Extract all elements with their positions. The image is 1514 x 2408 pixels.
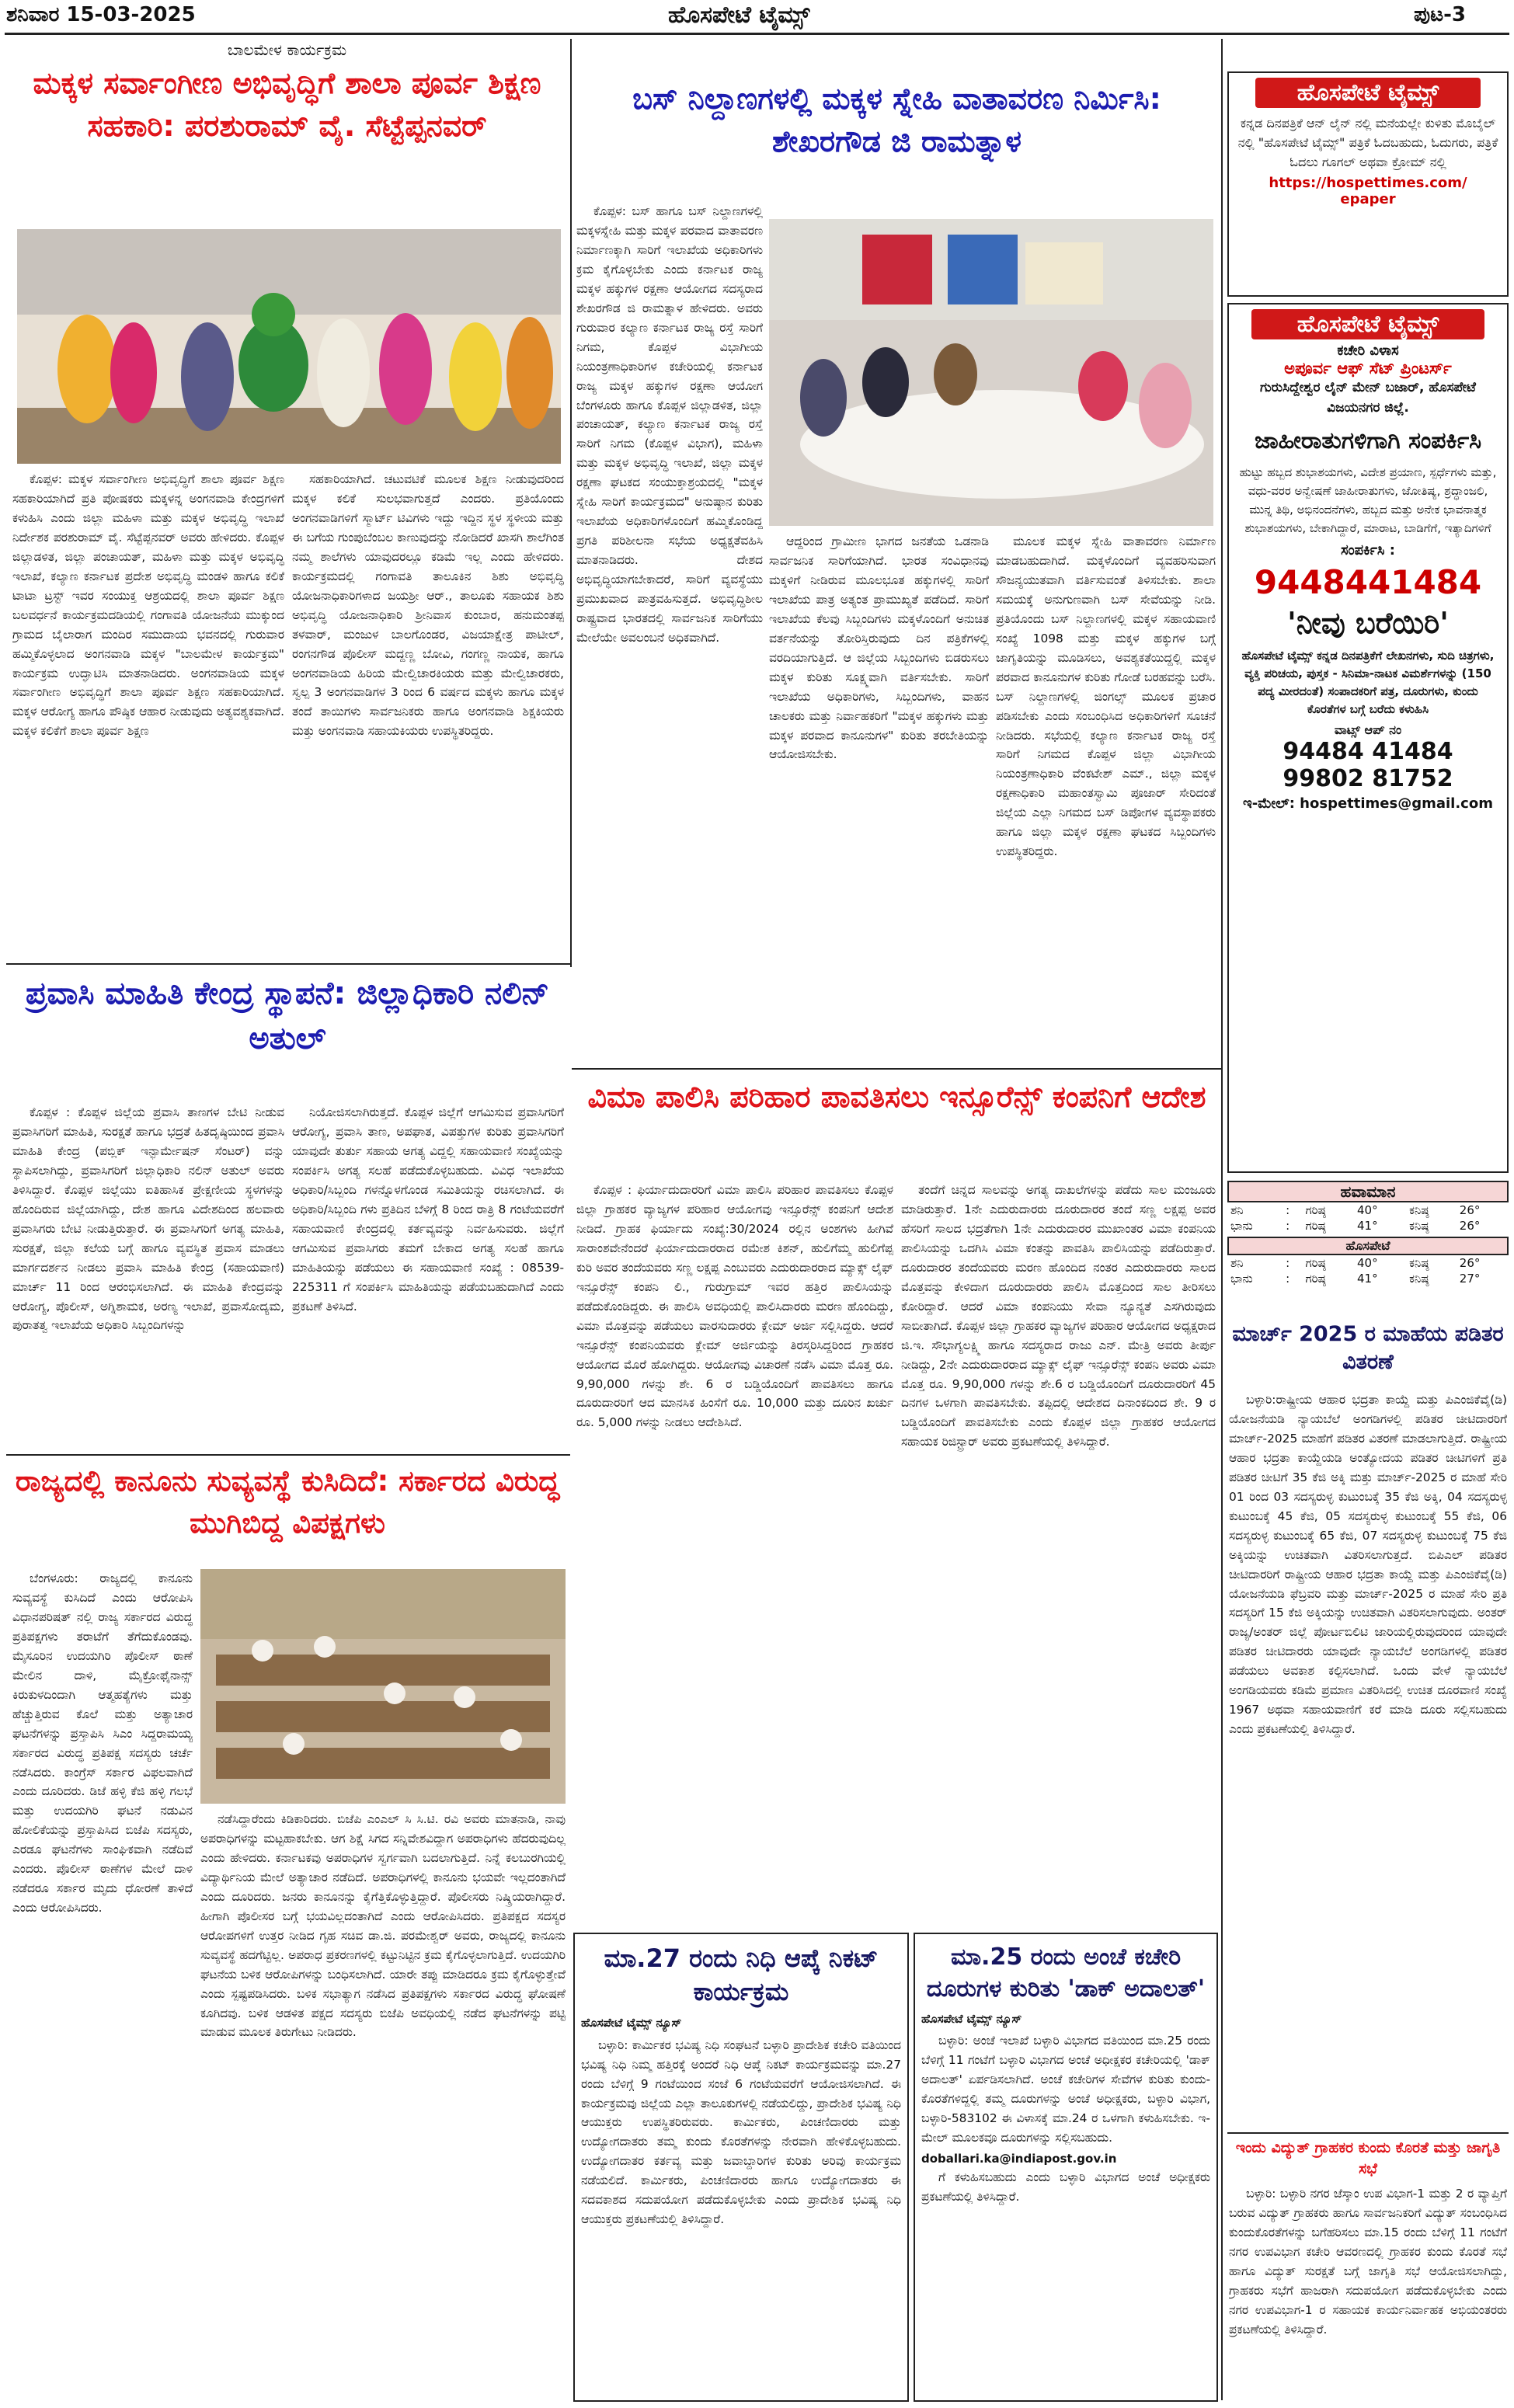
byline: ಹೊಸಪೇಟೆ ಟೈಮ್ಸ್ ನ್ಯೂಸ್ [581,2016,682,2030]
article-headline: ಬಸ್ ನಿಲ್ದಾಣಗಳಲ್ಲಿ ಮಕ್ಕಳ ಸ್ನೇಹಿ ವಾತಾವರಣ ನಿರ್ಮಿಸಿ: ಶೇಖರಗೌಡ ಜಿ ರಾಮತ್ನಾಳ [632,82,1161,159]
weather-row: ಭಾನು : ಗರಿಷ್ಠ 41° ಕನಿಷ್ಠ 27° [1230,1272,1481,1286]
article-tourist-centre [8,971,567,1061]
article-headline: ಮಾರ್ಚ್ 2025 ರ ಮಾಹೆಯ ಪಡಿತರ ವಿತರಣೆ [1232,1322,1504,1375]
epaper-url[interactable]: https://hospettimes.com/ [1269,175,1467,192]
article-bus-station [576,78,1217,163]
column-divider [570,39,572,967]
email-label: ಇ-ಮೇಲ್: [1243,795,1295,812]
balamela-photo [17,229,561,464]
weather-table [1227,1255,1509,1286]
press-name: ಅಪೂರ್ವ ಆಫ್ ಸೆಟ್ ಪ್ರಿಂಟರ್ಸ್ [1284,359,1452,378]
advertising-ad [1227,303,1509,1173]
weather-row: ಶನಿ : ಗರಿಷ್ಠ 40° ಕನಿಷ್ಠ 26° [1230,1256,1481,1270]
slogan: 'ನೀವು ಬರೆಯಿರಿ' [1287,605,1449,640]
contact-label: ಸಂಪರ್ಕಿಸಿ : [1341,541,1395,559]
article-insurance [576,1076,1217,1119]
ads-heading: ಜಾಹೀರಾತುಗಳಿಗಾಗಿ ಸಂಪರ್ಕಿಸಿ [1254,427,1482,454]
article-body-col: ಸಹಕಾರಿಯಾಗಿದೆ. ಚಟುವಟಿಕೆ ಮೂಲಕ ಶಿಕ್ಷಣ ನೀಡುವುದರಿಂದ ಮಕ್ಕಳ ಕಲಿಕೆ ಸುಲಭವಾಗುತ್ತದೆ ಎಂದರು. ಪ್ರತಿಯೊಂದು ಅಂಗನವಾಡಿಗಳಿಗೆ ಸ್ಮಾರ್ಟ್ ಟಿವಿಗಳು ಇದ್ದು ಇದ್ದಿನ ಸ್ಥಳ ಸ್ಥಳೀಯ ಮತ್ತು ಈ ಬಗೆಯ ಗುಂಪುಬೆಂಬಲ ಕಾಣುವುದನ್ನು ನೋಡಿದರೆ ಖಾಸಗಿ ಶಾಲೆಗಿಂತ ನಮ್ಮ ಶಾಲೆಗಳು ಯಾವುದರಲ್ಲೂ ಕಡಿಮೆ ಇಲ್ಲ ಎಂದು ಹೇಳಿದರು. ಕಾರ್ಯಕ್ರಮದಲ್ಲಿ ಗಂಗಾವತಿ ತಾಲೂಕಿನ ಶಿಶು ಅಭಿವೃದ್ಧಿ ಯೋಜನಾಧಿಕಾರಿಗಳಾದ ಜಯಶ್ರೀ ಆರ್., ತಾಲೂಕು ಸಹಾಯಕ ಶಿಶು ಅಭಿವೃದ್ಧಿ ಯೋಜನಾಧಿಕಾರಿ ಶ್ರೀನಿವಾಸ ಕುಂಬಾರ, ಹನುಮಂತಪ್ಪ ತಳವಾರ್, ಮಂಜುಳ ಬಾಲಗೊಂಡರ, ವಿಜಯಾಕ್ಷೇತ್ರ ಪಾಟೀಲ್, ರಂಗನಗೌಡ ಪೊಲೀಸ್ ಮದ್ದಣ್ಣ ಬೋವಿ, ಗಂಗಣ್ಣ ನಾಯಕ, ಹಾಗೂ ಅಂಗನವಾಡಿಯ ಹಿರಿಯ ಮೇಲ್ವಿಚಾರಕಿಯರು ಮತ್ತು ಮೇಲ್ವಿಚಾರಕರು, ಸ್ವಲ್ಪ 3 ಅಂಗನವಾಡಿಗಳ 3 ರಿಂದ 6 ವರ್ಷದ ಮಕ್ಕಳು ಹಾಗೂ ಮಕ್ಕಳ ತಂದೆ ತಾಯಿಗಳು ಸಾರ್ವಜನಿಕರು ಹಾಗೂ ಅಂಗನವಾಡಿ ಶಿಕ್ಷಕಿಯರು ಮತ್ತು ಅಂಗನವಾಡಿ ಸಹಾಯಕಿಯರು ಉಪಸ್ಥಿತರಿದ್ದರು. [292,472,564,739]
epaper-text: ಕನ್ನಡ ದಿನಪತ್ರಿಕೆ ಆನ್ ಲೈನ್ ನಲ್ಲಿ ಮನೆಯಲ್ಲೇ ಕುಳಿತು ಮೊಬೈಲ್ ನಲ್ಲಿ "ಹೊಸಪೇಟೆ ಟೈಮ್ಸ್" ಪತ್ರಿಕೆ ಓದಬಹುದು, ಓದುಗರು, ಪತ್ರಿಕೆ ಓದಲು ಗೂಗಲ್ ಅಥವಾ ಕ್ರೋಮ್ ನಲ್ಲಿ [1237,116,1498,169]
masthead-rule [5,33,1509,35]
article-body-col: ಬೆಂಗಳೂರು: ರಾಜ್ಯದಲ್ಲಿ ಕಾನೂನು ಸುವ್ಯವಸ್ಥೆ ಕುಸಿದಿದೆ ಎಂದು ಆರೋಪಿಸಿ ವಿಧಾನಪರಿಷತ್ ನಲ್ಲಿ ರಾಜ್ಯ ಸರ್ಕಾರದ ವಿರುದ್ಧ ಪ್ರತಿಪಕ್ಷಗಳು ತರಾಟೆಗೆ ತೆಗೆದುಕೊಂಡವು. ಮೈಸೂರಿನ ಉದಯಗಿರಿ ಪೊಲೀಸ್ ಠಾಣೆ ಮೇಲಿನ ದಾಳಿ, ಮೈಕ್ರೋಫೈನಾನ್ಸ್ ಕಿರುಕುಳದಿಂದಾಗಿ ಆತ್ಮಹತ್ಯೆಗಳು ಮತ್ತು ಹೆಚ್ಚುತ್ತಿರುವ ಕೊಲೆ ಮತ್ತು ಅತ್ಯಾಚಾರ ಘಟನೆಗಳನ್ನು ಪ್ರಸ್ತಾಪಿಸಿ ಸಿಎಂ ಸಿದ್ದರಾಮಯ್ಯ ಸರ್ಕಾರದ ವಿರುದ್ಧ ಪ್ರತಿಪಕ್ಷ ಸದಸ್ಯರು ಚರ್ಚೆ ನಡೆಸಿದರು. ಕಾಂಗ್ರೆಸ್ ಸರ್ಕಾರ ವಿಫಲವಾಗಿದೆ ಎಂದು ದೂರಿದರು. ಡಿಜೆ ಹಳ್ಳಿ ಕೆಜಿ ಹಳ್ಳಿ ಗಲಭೆ ಮತ್ತು ಉದಯಗಿರಿ ಘಟನೆ ನಡುವಿನ ಹೋಲಿಕೆಯನ್ನು ಪ್ರಸ್ತಾಪಿಸಿದ ಬಿಜೆಪಿ ಸದಸ್ಯರು, ಎರಡೂ ಘಟನೆಗಳು ಸಾಂಘಿಕವಾಗಿ ನಡೆದಿವೆ ಎಂದರು. ಪೊಲೀಸ್ ಠಾಣೆಗಳ ಮೇಲೆ ದಾಳಿ ನಡೆದರೂ ಸರ್ಕಾರ ಮೃದು ಧೋರಣೆ ತಾಳಿದೆ ಎಂದು ಆರೋಪಿಸಿದರು. [12,1571,193,1916]
assembly-photo [200,1569,566,1804]
section-rule [572,1068,1221,1070]
article-body-col: ನಿಯೋಜಿಸಲಾಗಿರುತ್ತದೆ. ಕೊಪ್ಪಳ ಜಿಲ್ಲೆಗೆ ಆಗಮಿಸುವ ಪ್ರವಾಸಿಗರಿಗೆ ಆರೋಗ್ಯ, ಪ್ರವಾಸಿ ತಾಣ, ಅಪಘಾತ, ವಿಪತ್ತುಗಳ ಕುರಿತು ಪ್ರವಾಸಿಗರಿಗೆ ಯಾವುದೇ ತುರ್ತು ಸಹಾಯ ಅಗತ್ಯ ವಿದ್ದಲ್ಲಿ ಸಹಾಯವಾಣಿ ಸಂಖ್ಯೆಯನ್ನು ಸಂಪರ್ಕಿಸಿ ಅಗತ್ಯ ಸಲಹೆ ಪಡೆದುಕೊಳ್ಳಬಹುದು. ವಿವಿಧ ಇಲಾಖೆಯ ಅಧಿಕಾರಿ/ಸಿಬ್ಬಂದಿ ಗಳನ್ನೊಳಗೊಂಡ ಸಮಿತಿಯನ್ನು ರಚಿಸಲಾಗಿದೆ. ಈ ಅಧಿಕಾರಿ/ಸಿಬ್ಬಂದಿ ಗಳು ಪ್ರತಿದಿನ ಬೆಳಿಗ್ಗೆ 8 ರಿಂದ ರಾತ್ರಿ 8 ಗಂಟೆಯವರೆಗೆ ಸಹಾಯವಾಣಿ ಕೇಂದ್ರದಲ್ಲಿ ಕರ್ತವ್ಯವನ್ನು ನಿರ್ವಹಿಸುವರು. ಜಿಲ್ಲೆಗೆ ಆಗಮಿಸುವ ಪ್ರವಾಸಿಗರು ತಮಗೆ ಬೇಕಾದ ಅಗತ್ಯ ಸಲಹೆ ಹಾಗೂ ಮಾಹಿತಿಯನ್ನು ಪಡೆಯಲು ಈ ಸಹಾಯವಾಣಿ ಸಂಖ್ಯೆ : 08539-225311 ಗೆ ಸಂಪರ್ಕಿಸಿ ಮಾಹಿತಿಯನ್ನು ಪಡೆಯಬಹುದಾಗಿದೆ ಎಂದು ಪ್ರಕಟಣೆ ತಿಳಿಸಿದೆ. [292,1105,564,1314]
article-body-col: ಆದ್ದರಿಂದ ಗ್ರಾಮೀಣ ಭಾಗದ ಜನತೆಯ ಒಡನಾಡಿ ಸಾರ್ವಜನಿಕ ಸಾರಿಗೆಯಾಗಿದೆ. ಭಾರತ ಸಂವಿಧಾನವು ಮಕ್ಕಳಿಗೆ ನೀಡಿರುವ ಮೂಲಭೂತ ಹಕ್ಕುಗಳಲ್ಲಿ ಸಾರಿಗೆ ಇಲಾಖೆಯ ಪಾತ್ರ ಅತ್ಯಂತ ಪ್ರಾಮುಖ್ಯತೆ ಪಡೆದಿದೆ. ಸಾರಿಗೆ ಇಲಾಖೆಯ ಕೆಲವು ಸಿಬ್ಬಂದಿಗಳು ಮಕ್ಕಳೊಂದಿಗೆ ಅನುಚಿತ ವರ್ತನೆಯನ್ನು ತೋರಿಸ್ತಿರುವುದು ದಿನ ಪತ್ರಿಕೆಗಳಲ್ಲಿ ವರದಿಯಾಗುತ್ತಿದೆ. ಆ ಜಿಲ್ಲೆಯ ಸಿಬ್ಬಂದಿಗಳು ಬಿಡರುಸಲು ಮಕ್ಕಳ ಕುರಿತು ಸೂಕ್ಷ್ಮವಾಗಿ ವರ್ತಿಸಬೇಕು. ಸಾರಿಗೆ ಇಲಾಖೆಯ ಅಧಿಕಾರಿಗಳು, ಸಿಬ್ಬಂದಿಗಳು, ವಾಹನ ಚಾಲಕರು ಮತ್ತು ನಿರ್ವಾಹಕರಿಗೆ "ಮಕ್ಕಳ ಹಕ್ಕುಗಳು ಮತ್ತು ಮಕ್ಕಳ ಪರವಾದ ಕಾನೂನುಗಳ" ಕುರಿತು ತರಬೇತಿಯನ್ನು ಆಯೋಜಿಸಬೇಕು. [769,534,989,762]
issue-date: ಶನಿವಾರ 15-03-2025 [6,3,196,26]
section-rule [1227,2132,1509,2134]
byline: ಹೊಸಪೇಟೆ ಟೈಮ್ಸ್ ನ್ಯೂಸ್ [921,2012,1022,2026]
article-pf-box: ಮಾ.27 ರಂದು ನಿಧಿ ಆಪ್ಕೆ ನಿಕಟ್ ಕಾರ್ಯಕ್ರಮ ಹೊಸಪೇಟೆ ಟೈಮ್ಸ್ ನ್ಯೂಸ್ ಬಳ್ಳಾರಿ: ಕಾರ್ಮಿಕರ ಭವಿಷ್ಯ ನಿಧಿ ಸಂಘಟನೆ ಬಳ್ಳಾರಿ ಪ್ರಾದೇಶಿಕ ಕಚೇರಿ ವತಿಯಿಂದ ಭವಿಷ್ಯ ನಿಧಿ ನಿಮ್ಮ ಹತ್ತಿರಕ್ಕೆ ಅಂದರೆ ನಿಧಿ ಆಪ್ಕೆ ನಿಕಟ್ ಕಾರ್ಯಕ್ರಮವನ್ನು ಮಾ.27 ರಂದು ಬೆಳಿಗ್ಗೆ 9 ಗಂಟೆಯಿಂದ ಸಂಜೆ 6 ಗಂಟೆಯವರೆಗೆ ಆಯೋಜಿಸಲಾಗಿದೆ. ಈ ಕಾರ್ಯಕ್ರಮವು ಜಿಲ್ಲೆಯ ಎಲ್ಲಾ ತಾಲೂಕುಗಳಲ್ಲಿ ನಡೆಯಲಿದ್ದು, ಪ್ರಾದೇಶಿಕ ಭವಿಷ್ಯ ನಿಧಿ ಆಯುಕ್ತರು ಉಪಸ್ಥಿತರಿರುವರು. ಕಾರ್ಮಿಕರು, ಪಿಂಚಣಿದಾರರು ಮತ್ತು ಉದ್ಯೋಗದಾತರು ತಮ್ಮ ಕುಂದು ಕೊರತೆಗಳನ್ನು ನೇರವಾಗಿ ಹೇಳಿಕೊಳ್ಳಬಹುದು. ಉದ್ಯೋಗದಾತರ ಕರ್ತವ್ಯ ಮತ್ತು ಜವಾಬ್ದಾರಿಗಳ ಕುರಿತು ಅರಿವು ಕಾರ್ಯಕ್ರಮ ನಡೆಯಲಿದೆ. ಕಾರ್ಮಿಕರು, ಪಿಂಚಣಿದಾರರು ಹಾಗೂ ಉದ್ಯೋಗದಾತರು ಈ ಸದವಕಾಶದ ಸದುಪಯೋಗ ಪಡೆದುಕೊಳ್ಳಬೇಕು ಎಂದು ಪ್ರಾದೇಶಿಕ ಭವಿಷ್ಯ ನಿಧಿ ಆಯುಕ್ತರು ಪ್ರಕಟಣೆಯಲ್ಲಿ ತಿಳಿಸಿದ್ದಾರೆ. [573,1933,909,2402]
epaper-url-suffix[interactable]: epaper [1340,191,1396,208]
article-headline: ಮಕ್ಕಳ ಸರ್ವಾಂಗೀಣ ಅಭಿವೃದ್ಧಿಗೆ ಶಾಲಾ ಪೂರ್ವ ಶಿಕ್ಷಣ ಸಹಕಾರಿ: ಪರಶುರಾಮ್ ವೈ. ಸೆಟ್ಟೆಪ್ಪನವರ್ [33,66,541,144]
article-post-box: ಮಾ.25 ರಂದು ಅಂಚೆ ಕಚೇರಿ ದೂರುಗಳ ಕುರಿತು 'ಡಾಕ್ ಅದಾಲತ್' ಹೊಸಪೇಟೆ ಟೈಮ್ಸ್ ನ್ಯೂಸ್ ಬಳ್ಳಾರಿ: ಅಂಚೆ ಇಲಾಖೆ ಬಳ್ಳಾರಿ ವಿಭಾಗದ ವತಿಯಿಂದ ಮಾ.25 ರಂದು ಬೆಳಿಗ್ಗೆ 11 ಗಂಟೆಗೆ ಬಳ್ಳಾರಿ ವಿಭಾಗದ ಅಂಚೆ ಅಧೀಕ್ಷಕರ ಕಚೇರಿಯಲ್ಲಿ 'ಡಾಕ್ ಅದಾಲತ್' ಏರ್ಪಡಿಸಲಾಗಿದೆ. ಅಂಚೆ ಕಚೇರಿಗಳ ಸೇವೆಗಳ ಕುರಿತು ಕುಂದು-ಕೊರತೆಗಳಿದ್ದಲ್ಲಿ ತಮ್ಮ ದೂರುಗಳನ್ನು ಅಂಚೆ ಅಧೀಕ್ಷಕರು, ಬಳ್ಳಾರಿ ವಿಭಾಗ, ಬಳ್ಳಾರಿ-583102 ಈ ವಿಳಾಸಕ್ಕೆ ಮಾ.24 ರ ಒಳಗಾಗಿ ಕಳುಹಿಸಬೇಕು. ಇ-ಮೇಲ್ ಮೂಲಕವೂ ದೂರುಗಳನ್ನು ಸಲ್ಲಿಸಬಹುದು. doballari.ka@indiapost.gov.in ಗೆ ಕಳುಹಿಸಬಹುದು ಎಂದು ಬಳ್ಳಾರಿ ವಿಭಾಗದ ಅಂಚೆ ಅಧೀಕ್ಷಕರು ಪ್ರಕಟಣೆಯಲ್ಲಿ ತಿಳಿಸಿದ್ದಾರೆ. [914,1933,1218,2402]
ads-phone[interactable]: 9448441484 [1254,562,1482,601]
article-body-col: ಕೊಪ್ಪಳ : ಕೊಪ್ಪಳ ಜಿಲ್ಲೆಯ ಪ್ರವಾಸಿ ತಾಣಗಳ ಬೇಟಿ ನೀಡುವ ಪ್ರವಾಸಿಗರಿಗೆ ಮಾಹಿತಿ, ಸುರಕ್ಷತೆ ಹಾಗೂ ಭದ್ರತೆ ಹಿತದೃಷ್ಠಿಯಿಂದ ಪ್ರವಾಸಿ ಮಾಹಿತಿ ಕೇಂದ್ರ (ಪಬ್ಲಿಕ್ ಇನ್ಫಾರ್ಮೇಷನ್ ಸೆಂಟರ್) ವನ್ನು ಸ್ಥಾಪಿಸಲಾಗಿದ್ದು, ಪ್ರವಾಸಿಗರಿಗೆ ಜಿಲ್ಲಾಧಿಕಾರಿ ನಲಿನ್ ಅತುಲ್ ಅವರು ತಿಳಿಸಿದ್ದಾರೆ. ಕೊಪ್ಪಳ ಜಿಲ್ಲೆಯು ಐತಿಹಾಸಿಕ ಪ್ರೇಕ್ಷಣೀಯ ಸ್ಥಳಗಳನ್ನು ಹೊಂದಿರುವ ಜಿಲ್ಲೆಯಾಗಿದ್ದು, ದೇಶ ಹಾಗೂ ವಿದೇಶದಿಂದ ಹಲವಾರು ಪ್ರವಾಸಿಗರು ಬೇಟಿ ನೀಡುತ್ತಿರುತ್ತಾರೆ. ಈ ಪ್ರವಾಸಿಗರಿಗೆ ಅಗತ್ಯ ಮಾಹಿತಿ, ಸುರಕ್ಷತೆ, ಜಿಲ್ಲಾ ಕಲೆಯ ಬಗ್ಗೆ ಹಾಗೂ ವ್ಯವಸ್ಥಿತ ಪ್ರವಾಸ ಮಾಡಲು ಮಾರ್ಗದರ್ಶನ ನೀಡಲು ಪ್ರವಾಸಿ ಮಾಹಿತಿ ಕೇಂದ್ರ (ಸಹಾಯವಾಣಿ) ಮಾರ್ಚ್ 11 ರಿಂದ ಆರಂಭಿಸಲಾಗಿದೆ. ಈ ಮಾಹಿತಿ ಕೇಂದ್ರವನ್ನು ಆರೋಗ್ಯ, ಪೊಲೀಸ್, ಅಗ್ನಿಶಾಮಕ, ಅರಣ್ಯ ಇಲಾಖೆ, ಪ್ರವಾಸೋದ್ಯಮ, ಪುರಾತತ್ವ ಇಲಾಖೆಯ ಅಧಿಕಾರಿ ಸಿಬ್ಬಂದಿಗಳನ್ನು [12,1105,284,1333]
article-ration [1227,1321,1509,1377]
article-headline: ಮಾ.27 ರಂದು ನಿಧಿ ಆಪ್ಕೆ ನಿಕಟ್ ಕಾರ್ಯಕ್ರಮ [604,1943,879,2007]
article-headline: ವಿಮಾ ಪಾಲಿಸಿ ಪರಿಹಾರ ಪಾವತಿಸಲು ಇನ್ಸೂರೆನ್ಸ್ ಕಂಪನಿಗೆ ಆದೇಶ [587,1080,1206,1114]
whatsapp-label: ವಾಟ್ಸ್ ಆಪ್ ನಂ [1334,722,1402,737]
weather-row: ಭಾನು : ಗರಿಷ್ಠ 41° ಕನಿಷ್ಠ 26° [1230,1219,1481,1233]
weather-title: ಹವಾಮಾನ [1227,1181,1509,1202]
article-electricity [1227,2138,1509,2179]
weather-row: ಶನಿ : ಗರಿಷ್ಠ 40° ಕನಿಷ್ಠ 26° [1230,1203,1481,1217]
weather-table [1227,1202,1509,1234]
weather-city: ಹೊಸಪೇಟೆ [1227,1237,1509,1255]
page-number: ಪುಟ-3 [1414,3,1467,26]
article-headline: ಇಂದು ವಿದ್ಯುತ್ ಗ್ರಾಹಕರ ಕುಂದು ಕೊರತೆ ಮತ್ತು ಜಾಗೃತಿ ಸಭೆ [1235,2139,1501,2177]
article-law-order [8,1460,567,1543]
article-kicker: ಬಾಲಮೇಳ ಕಾರ್ಯಕ್ರಮ [227,40,347,59]
article-body-col: ಬಳ್ಳಾರಿ:ರಾಷ್ಟ್ರೀಯ ಆಹಾರ ಭದ್ರತಾ ಕಾಯ್ದೆ ಮತ್ತು ಪಿಎಂಜಿಕೆವೈ(ಡಿ) ಯೋಜನೆಯಡಿ ನ್ಯಾಯಬೆಲೆ ಅಂಗಡಿಗಳಲ್ಲಿ ಪಡಿತರ ಚೀಟಿದಾರರಿಗೆ ಮಾರ್ಚ್-2025 ಮಾಹೆಗೆ ಪಡಿತರ ವಿತರಣೆ ಮಾಡಲಾಗುತ್ತಿದೆ. ರಾಷ್ಟ್ರೀಯ ಆಹಾರ ಭದ್ರತಾ ಕಾಯ್ದೆಯಡಿ ಅಂತ್ಯೋದಯ ಪಡಿತರ ಚೀಟಿಗಳಿಗೆ ಪ್ರತಿ ಪಡಿತರ ಚೀಟಿಗೆ 35 ಕೆಜಿ ಅಕ್ಕಿ ಮತ್ತು ಮಾರ್ಚ್-2025 ರ ಮಾಹೆ ಸೇರಿ 01 ರಿಂದ 03 ಸದಸ್ಯರುಳ್ಳ ಕುಟುಂಬಕ್ಕೆ 35 ಕೆಜಿ ಅಕ್ಕಿ, 04 ಸದಸ್ಯರುಳ್ಳ ಕುಟುಂಬಕ್ಕೆ 45 ಕೆಜಿ, 05 ಸದಸ್ಯರುಳ್ಳ ಕುಟುಂಬಕ್ಕೆ 55 ಕೆಜಿ, 06 ಸದಸ್ಯರುಳ್ಳ ಕುಟುಂಬಕ್ಕೆ 65 ಕೆಜಿ, 07 ಸದಸ್ಯರುಳ್ಳ ಕುಟುಂಬಕ್ಕೆ 75 ಕೆಜಿ ಅಕ್ಕಿಯನ್ನು ಉಚಿತವಾಗಿ ವಿತರಿಸಲಾಗುತ್ತದೆ. ಬಿಪಿಎಲ್ ಪಡಿತರ ಚೀಟಿದಾರರಿಗೆ ರಾಷ್ಟ್ರೀಯ ಆಹಾರ ಭದ್ರತಾ ಕಾಯ್ದೆ ಮತ್ತು ಪಿಎಂಜಿಕೆವೈ(ಡಿ) ಯೋಜನೆಯಡಿ ಫೆಬ್ರವರಿ ಮತ್ತು ಮಾರ್ಚ್-2025 ರ ಮಾಹೆ ಸೇರಿ ಪ್ರತಿ ಸದಸ್ಯರಿಗೆ 15 ಕೆಜಿ ಅಕ್ಕಿಯನ್ನು ಉಚಿತವಾಗಿ ವಿತರಿಸಲಾಗುವುದು. ಅಂತರ್ ರಾಜ್ಯ/ಅಂತರ್ ಜಿಲ್ಲೆ ಪೋರ್ಟಬಿಲಿಟಿ ಜಾರಿಯಲ್ಲಿರುವುದರಿಂದ ಯಾವುದೇ ಪಡಿತರ ಚೀಟಿದಾರರು ಯಾವುದೇ ನ್ಯಾಯಬೆಲೆ ಅಂಗಡಿಗಳಲ್ಲಿ ಪಡಿತರ ಪಡೆಯಲು ಅವಕಾಶ ಕಲ್ಪಿಸಲಾಗಿದೆ. ಒಂದು ವೇಳೆ ನ್ಯಾಯಬೆಲೆ ಅಂಗಡಿಯವರು ಕಡಿಮೆ ಪ್ರಮಾಣ ವಿತರಿಸಿದಲ್ಲಿ ಉಚಿತ ದೂರವಾಣಿ ಸಂಖ್ಯೆ 1967 ಅಥವಾ ಸಹಾಯವಾಣಿಗೆ ಕರೆ ಮಾಡಿ ದೂರು ಸಲ್ಲಿಸಬಹುದು ಎಂದು ಪ್ರಕಟಣೆಯಲ್ಲಿ ತಿಳಿಸಿದ್ದಾರೆ. [1229,1393,1507,1737]
meeting-photo [769,219,1213,526]
office-label: ಕಚೇರಿ ವಿಳಾಸ [1337,343,1399,359]
weather-box [1227,1181,1509,1317]
article-headline: ಪ್ರವಾಸಿ ಮಾಹಿತಿ ಕೇಂದ್ರ ಸ್ಥಾಪನೆ: ಜಿಲ್ಲಾಧಿಕಾರಿ ನಲಿನ್ ಅತುಲ್ [26,976,549,1056]
ads-list: ಹುಟ್ಟು ಹಬ್ಬದ ಶುಭಾಶಯಗಳು, ವಿದೇಶ ಪ್ರಯಾಣ, ಸ್ಪರ್ಧೆಗಳು ಮತ್ತು, ವಧು-ವರರ ಅನ್ವೇಷಣೆ ಜಾಹೀರಾತುಗಳು, ಜೋತಿಷ್ಯ, ಶ್ರದ್ಧಾಂಜಲಿ, ಮುನ್ನ ತಿಥಿ, ಅಭಿನಂದನೆಗಳು, ಹಬ್ಬದ ಮತ್ತು ಅನೇಕ ಭಾವನಾತ್ಮಕ ಶುಭಾಶಯಗಳು, ಬೇಕಾಗಿದ್ದಾರೆ, ಮಾರಾಟ, ಬಾಡಿಗೆಗೆ, ಇತ್ಯಾದಿಗಳಿಗೆ [1239,465,1497,535]
article-body-col: ಕೊಪ್ಪಳ: ಬಸ್ ಹಾಗೂ ಬಸ್ ನಿಲ್ದಾಣಗಳಲ್ಲಿ ಮಕ್ಕಳಸ್ನೇಹಿ ಮತ್ತು ಮಕ್ಕಳ ಪರವಾದ ವಾತಾವರಣ ನಿರ್ಮಾಣಕ್ಕಾಗಿ ಸಾರಿಗೆ ಇಲಾಖೆಯ ಅಧಿಕಾರಿಗಳು ಕ್ರಮ ಕೈಗೊಳ್ಳಬೇಕು ಎಂದು ಕರ್ನಾಟಕ ರಾಜ್ಯ ಮಕ್ಕಳ ಹಕ್ಕುಗಳ ರಕ್ಷಣಾ ಆಯೋಗದ ಸದಸ್ಯರಾದ ಶೇಖರಗೌಡ ಜಿ ರಾಮತ್ನಾಳ ಹೇಳಿದರು. ಅವರು ಗುರುವಾರ ಕಲ್ಯಾಣ ಕರ್ನಾಟಕ ರಾಜ್ಯ ರಸ್ತೆ ಸಾರಿಗೆ ನಿಗಮ, ಕೊಪ್ಪಳ ವಿಭಾಗೀಯ ನಿಯಂತ್ರಣಾಧಿಕಾರಿಗಳ ಕಚೇರಿಯಲ್ಲಿ ಕರ್ನಾಟಕ ರಾಜ್ಯ ಮಕ್ಕಳ ಹಕ್ಕುಗಳ ರಕ್ಷಣಾ ಆಯೋಗ ಬೆಂಗಳೂರು ಹಾಗೂ ಕೊಪ್ಪಳ ಜಿಲ್ಲಾಡಳಿತ, ಜಿಲ್ಲಾ ಪಂಚಾಯತ್, ಕಲ್ಯಾಣ ಕರ್ನಾಟಕ ರಾಜ್ಯ ರಸ್ತೆ ಸಾರಿಗೆ ನಿಗಮ (ಕೊಪ್ಪಳ ವಿಭಾಗ), ಮಹಿಳಾ ಮತ್ತು ಮಕ್ಕಳ ಅಭಿವೃದ್ಧಿ ಇಲಾಖೆ, ಜಿಲ್ಲಾ ಮಕ್ಕಳ ರಕ್ಷಣಾ ಘಟಕದ ಸಂಯುಕ್ತಾಶ್ರಯದಲ್ಲಿ "ಮಕ್ಕಳ ಸ್ನೇಹಿ ಸಾರಿಗೆ ಕಾರ್ಯಕ್ರಮದ" ಅನುಷ್ಠಾನ ಕುರಿತು ಇಲಾಖೆಯ ಅಧಿಕಾರಿಗಳೊಂದಿಗೆ ಹಮ್ಮಿಕೊಂಡಿದ್ದ ಪ್ರಗತಿ ಪರಿಶೀಲನಾ ಸಭೆಯ ಅಧ್ಯಕ್ಷತೆವಹಿಸಿ ಮಾತನಾಡಿದರು. ದೇಶದ ಅಭಿವೃದ್ಧಿಯಾಗಬೇಕಾದರೆ, ಸಾರಿಗೆ ವ್ಯವಸ್ಥೆಯು ಪ್ರಮುಖವಾದ ಪಾತ್ರವಹಿಸುತ್ತದೆ. ಅಭಿವೃದ್ಧಿಶೀಲ ರಾಷ್ಟ್ರವಾದ ಭಾರತದಲ್ಲಿ ಸಾರ್ವಜನಿಕ ಸಾರಿಗೆಯು ಮೇಲೆಯೇ ಅವಲಂಬನೆ ಅಧಿಕವಾಗಿದೆ. [576,204,763,645]
article-balamela [9,40,565,148]
masthead-title: ಹೊಸಪೇಟೆ ಟೈಮ್ಸ್ [668,2,810,29]
whatsapp-phone-alt[interactable]: 99802 81752 [1283,764,1453,792]
article-headline: ರಾಜ್ಯದಲ್ಲಿ ಕಾನೂನು ಸುವ್ಯವಸ್ಥೆ ಕುಸಿದಿದೆ: ಸರ್ಕಾರದ ವಿರುದ್ಧ ಮುಗಿಬಿದ್ದ ವಿಪಕ್ಷಗಳು [15,1464,560,1540]
section-rule [6,963,570,965]
submission-invite: ಹೊಸಪೇಟೆ ಟೈಮ್ಸ್ ಕನ್ನಡ ದಿನಪತ್ರಿಕೆಗೆ ಲೇಖನಗಳು, ಸುದಿ ಚಿತ್ರಗಳು, ವ್ಯಕ್ತಿ ಪರಿಚಯ, ಪುಸ್ತಕ - ಸಿನಿಮಾ-ನಾಟಕ ವಿಮರ್ಶೆಗಳನ್ನು (150 ಪದ್ಯ ಮೀರದಂತೆ) ಸಂಪಾದಕರಿಗೆ ಪತ್ರ, ದೂರುಗಳು, ಕುಂದು ಕೊರತೆಗಳ ಬಗ್ಗೆ ಬರೆದು ಕಳುಹಿಸಿ [1241,648,1495,717]
office-address: ಗುರುಸಿದ್ದೇಶ್ವರ ಲೈನ್ ಮೇನ್ ಬಜಾರ್, ಹೊಸಪೇಟೆ ವಿಜಯನಗರ ಜಿಲ್ಲೆ. [1260,380,1476,416]
article-headline: ಮಾ.25 ರಂದು ಅಂಚೆ ಕಚೇರಿ ದೂರುಗಳ ಕುರಿತು 'ಡಾಕ್ ಅದಾಲತ್' [926,1943,1206,2003]
column-divider [1221,39,1223,2400]
article-body-col: ಮೂಲಕ ಮಕ್ಕಳ ಸ್ನೇಹಿ ವಾತಾವರಣ ನಿರ್ಮಾಣ ಮಾಡಬಹುದಾಗಿದೆ. ಮಕ್ಕಳೊಂದಿಗೆ ವ್ಯವಹರಿಸುವಾಗ ಸೌಜನ್ಯಯುತವಾಗಿ ವರ್ತಿಸುವಂತೆ ತಿಳಿಸಬೇಕು. ಶಾಲಾ ಸಮಯಕ್ಕೆ ಅನುಗುಣವಾಗಿ ಬಸ್ ಸೇವೆಯನ್ನು ನೀಡಿ. ಪ್ರತಿಯೊಂದು ಬಸ್ ನಿಲ್ದಾಣಗಳಲ್ಲಿ ಮಕ್ಕಳ ಸಹಾಯವಾಣಿ ಸಂಖ್ಯೆ 1098 ಮತ್ತು ಮಕ್ಕಳ ಹಕ್ಕುಗಳ ಬಗ್ಗೆ ಜಾಗೃತಿಯನ್ನು ಮೂಡಿಸಲು, ಅವಶ್ಯಕತೆಯಿದ್ದಲ್ಲಿ ಮಕ್ಕಳ ಪರವಾದ ಕಾನೂನುಗಳ ಕುರಿತು ಗೋಡೆ ಬರಹವನ್ನು ಬರೆಸಿ. ಬಸ್ ನಿಲ್ದಾಣಗಳಲ್ಲಿ ಜಿಂಗಲ್ಸ್ ಮೂಲಕ ಪ್ರಚಾರ ಪಡಿಸಬೇಕು ಎಂದು ಸಂಬಂಧಿಸಿದ ಅಧಿಕಾರಿಗಳಿಗೆ ಸೂಚನೆ ನೀಡಿದರು. ಸಭೆಯಲ್ಲಿ ಕಲ್ಯಾಣ ಕರ್ನಾಟಕ ರಾಜ್ಯ ರಸ್ತೆ ಸಾರಿಗೆ ನಿಗಮದ ಕೊಪ್ಪಳ ಜಿಲ್ಲಾ ವಿಭಾಗೀಯ ನಿಯಂತ್ರಣಾಧಿಕಾರಿ ವೆಂಕಟೇಶ್ ಎಮ್., ಜಿಲ್ಲಾ ಮಕ್ಕಳ ರಕ್ಷಣಾಧಿಕಾರಿ ಮಹಾಂತಸ್ವಾಮಿ ಪೂಜಾರ್ ಸೇರಿದಂತೆ ಜಿಲ್ಲೆಯ ಎಲ್ಲಾ ನಿಗಮದ ಬಸ್ ಡಿಪೋಗಳ ವ್ಯವಸ್ಥಾಪಕರು ಹಾಗೂ ಜಿಲ್ಲಾ ಮಕ್ಕಳ ರಕ್ಷಣಾ ಘಟಕದ ಸಿಬ್ಬಂದಿಗಳು ಉಪಸ್ಥಿತರಿದ್ದರು. [996,534,1216,859]
contact-email[interactable]: doballari.ka@indiapost.gov.in [921,2152,1117,2166]
newspaper-logo: ಹೊಸಪೇಟೆ ಟೈಮ್ಸ್ [1255,78,1481,108]
article-body-col: ತಂದೆಗೆ ಚಿನ್ನದ ಸಾಲವನ್ನು ಅಗತ್ಯ ದಾಖಲೆಗಳನ್ನು ಪಡೆದು ಸಾಲ ಮಂಜೂರು ಮಾಡಿರುತ್ತಾರೆ. 1ನೇ ಎದುರುದಾರರು ದೂರುದಾರರ ತಂದೆ ಸಣ್ಣ ಲಕ್ಷಪ್ಪ ಅವರ ಹೆಸರಿಗೆ ಸಾಲದ ಭದ್ರತೆಗಾಗಿ 1ನೇ ಎದುರುದಾರರ ಮುಖಾಂತರ ವಿಮಾ ಕಂಪನಿಯ ಪಾಲಿಸಿಯನ್ನು ಒದಗಿಸಿ ವಿಮಾ ಕಂತನ್ನು ಪಾವತಿಸಿ ಪಾಲಿಸಿಯನ್ನು ಪಡೆದಿರುತ್ತಾರೆ. ದೂರುದಾರರ ತಂದೆಯವರು ಮರಣ ಹೊಂದಿದ ನಂತರ ಎದುರುದಾರರು ಸಾಲದ ಮೊತ್ತವನ್ನು ಕೇಳಿದಾಗ ದೂರುದಾರರು ಪಾಲಿಸಿ ಮೊತ್ತದಿಂದ ಸಾಲ ತೀರಿಸಲು ಕೋರಿದ್ದಾರೆ. ಆದರೆ ವಿಮಾ ಕಂಪನಿಯು ಸೇವಾ ನ್ಯೂನ್ಯತೆ ಎಸಗಿರುವುದು ಸಾಬೀತಾಗಿದೆ. ಕೊಪ್ಪಳ ಜಿಲ್ಲಾ ಗ್ರಾಹಕರ ವ್ಯಾಜ್ಯಗಳ ಪರಿಹಾರ ಆಯೋಗದ ಅಧ್ಯಕ್ಷರಾದ ಜಿ.ಇ. ಸೌಭಾಗ್ಯಲಕ್ಷ್ಮಿ ಹಾಗೂ ಸದಸ್ಯರಾದ ರಾಜು ಎನ್. ಮೇತ್ರಿ ಅವರು ತೀರ್ಪು ನೀಡಿದ್ದು, 2ನೇ ಎದುರುದಾರರಾದ ಮ್ಯಾಕ್ಸ್ ಲೈಫ್ ಇನ್ಸೂರೆನ್ಸ್ ಕಂಪನಿ ಅವರು ವಿಮಾ ಮೊತ್ತ ರೂ. 9,90,000 ಗಳನ್ನು ಶೇ.6 ರ ಬಡ್ಡಿಯೊಂದಿಗೆ ದೂರುದಾರರಿಗೆ 45 ದಿನಗಳ ಒಳಗಾಗಿ ಪಾವತಿಸಬೇಕು. ತಪ್ಪಿದಲ್ಲಿ ಆದೇಶದ ದಿನಾಂಕದಿಂದ ಶೇ. 9 ರ ಬಡ್ಡಿಯೊಂದಿಗೆ ಪಾವತಿಸಬೇಕು ಎಂದು ಕೊಪ್ಪಳ ಜಿಲ್ಲಾ ಗ್ರಾಹಕರ ಆಯೋಗದ ಸಹಾಯಕ ರಿಜಿಸ್ಟ್ರಾರ್ ಅವರು ಪ್ರಕಟಣೆಯಲ್ಲಿ ತಿಳಿಸಿದ್ದಾರೆ. [901,1183,1216,1449]
article-body-col: ಬಳ್ಳಾರಿ: ಬಳ್ಳಾರಿ ನಗರ ಜೆಸ್ಕಾಂ ಉಪ ವಿಭಾಗ-1 ಮತ್ತು 2 ರ ವ್ಯಾಪ್ತಿಗೆ ಬರುವ ವಿದ್ಯುತ್ ಗ್ರಾಹಕರು ಹಾಗೂ ಸಾರ್ವಜನಿಕರಿಗೆ ವಿದ್ಯುತ್ ಸಂಬಂಧಿಸಿದ ಕುಂದುಕೊರತೆಗಳನ್ನು ಬಗೆಹರಿಸಲು ಮಾ.15 ರಂದು ಬೆಳಿಗ್ಗೆ 11 ಗಂಟೆಗೆ ನಗರ ಉಪವಿಭಾಗ ಕಚೇರಿ ಆವರಣದಲ್ಲಿ ಗ್ರಾಹಕರ ಕುಂದು ಕೊರತೆ ಸಭೆ ಹಾಗೂ ವಿದ್ಯುತ್ ಸುರಕ್ಷತೆ ಬಗ್ಗೆ ಜಾಗೃತಿ ಸಭೆ ಆಯೋಜಿಸಲಾಗಿದ್ದು, ಗ್ರಾಹಕರು ಸಭೆಗೆ ಹಾಜರಾಗಿ ಸದುಪಯೋಗ ಪಡೆದುಕೊಳ್ಳಬೇಕು ಎಂದು ನಗರ ಉಪವಿಭಾಗ-1 ರ ಸಹಾಯಕ ಕಾರ್ಯನಿರ್ವಾಹಕ ಅಭಿಯಂತರರು ಪ್ರಕಟಣೆಯಲ್ಲಿ ತಿಳಿಸಿದ್ದಾರೆ. [1229,2187,1507,2337]
section-rule [6,1454,570,1456]
newspaper-logo: ಹೊಸಪೇಟೆ ಟೈಮ್ಸ್ [1251,309,1484,339]
epaper-ad [1227,71,1509,297]
contact-email[interactable]: hospettimes@gmail.com [1300,795,1493,812]
article-body-col: ಕೊಪ್ಪಳ : ಫಿರ್ಯಾದುದಾರರಿಗೆ ವಿಮಾ ಪಾಲಿಸಿ ಪರಿಹಾರ ಪಾವತಿಸಲು ಕೊಪ್ಪಳ ಜಿಲ್ಲಾ ಗ್ರಾಹಕರ ವ್ಯಾಜ್ಯಗಳ ಪರಿಹಾರ ಆಯೋಗವು ಇನ್ಸೂರೆನ್ಸ್ ಕಂಪನಿಗೆ ಆದೇಶ ನೀಡಿದೆ. ಗ್ರಾಹಕ ಫಿರ್ಯಾದು ಸಂಖ್ಯೆ:30/2024 ರಲ್ಲಿನ ಅಂಶಗಳು ಹೀಗಿವೆ ಸಾರಾಂಶವೇನೆಂದರೆ ಫಿರ್ಯಾದುದಾರರಾದ ರಮೇಶ ಕಿಶನ್, ಹುಲಿಗೆಮ್ಮ ಹುಲಿಗೆಪ್ಪ ಕುರಿ ಅವರ ತಂದೆಯವರು ಸಣ್ಣ ಲಕ್ಷಪ್ಪ ಎಂಬುವರು ಎದುರುದಾರರಾದ ಮ್ಯಾಕ್ಸ್ ಲೈಫ್ ಇನ್ಸೂರೆನ್ಸ್ ಕಂಪನಿ ಲಿ., ಗುರುಗ್ರಾಮ್ ಇವರ ಹತ್ತಿರ ಪಾಲಿಸಿಯನ್ನು ಪಡೆದುಕೊಂಡಿದ್ದರು. ಈ ಪಾಲಿಸಿ ಅವಧಿಯಲ್ಲಿ ಪಾಲಿಸಿದಾರರು ಮರಣ ಹೊಂದಿದ್ದು, ವಿಮಾ ಮೊತ್ತವನ್ನು ಪಡೆಯಲು ವಾರಸುದಾರರು ಕ್ಲೇಮ್ ಅರ್ಜಿ ಸಲ್ಲಿಸಿದ್ದರು. ಆದರೆ ಇನ್ಸೂರೆನ್ಸ್ ಕಂಪನಿಯವರು ಕ್ಲೇಮ್ ಅರ್ಜಿಯನ್ನು ತಿರಸ್ಕರಿಸಿದ್ದರಿಂದ ಗ್ರಾಹಕರ ಆಯೋಗದ ಮೊರೆ ಹೋಗಿದ್ದರು. ಆಯೋಗವು ವಿಚಾರಣೆ ನಡೆಸಿ ವಿಮಾ ಮೊತ್ತ ರೂ. 9,90,000 ಗಳನ್ನು ಶೇ. 6 ರ ಬಡ್ಡಿಯೊಂದಿಗೆ ಪಾವತಿಸಲು ಹಾಗೂ ದೂರುದಾರರಿಗೆ ಆದ ಮಾನಸಿಕ ಹಿಂಸೆಗೆ ರೂ. 10,000 ಮತ್ತು ದೂರಿನ ಖರ್ಚು ರೂ. 5,000 ಗಳನ್ನು ನೀಡಲು ಆದೇಶಿಸಿದೆ. [576,1183,893,1430]
article-body-col: ಕೊಪ್ಪಳ: ಮಕ್ಕಳ ಸರ್ವಾಂಗೀಣ ಅಭಿವೃದ್ಧಿಗೆ ಶಾಲಾ ಪೂರ್ವ ಶಿಕ್ಷಣ ಸಹಕಾರಿಯಾಗಿದೆ ಪ್ರತಿ ಪೋಷಕರು ಮಕ್ಕಳನ್ನ ಅಂಗನವಾಡಿ ಕೇಂದ್ರಗಳಿಗೆ ಕಳುಹಿಸಿ ಎಂದು ಜಿಲ್ಲಾ ಮಹಿಳಾ ಮತ್ತು ಮಕ್ಕಳ ಅಭಿವೃದ್ಧಿ ಇಲಾಖೆ ನಿರ್ದೇಶಕ ಪರಶುರಾಮ್ ವೈ. ಸೆಟ್ಟೆಪ್ಪನವರ್ ಅವರು ಹೇಳಿದರು. ಕೊಪ್ಪಳ ಜಿಲ್ಲಾಡಳಿತ, ಜಿಲ್ಲಾ ಪಂಚಾಯತ್, ಮಹಿಳಾ ಮತ್ತು ಮಕ್ಕಳ ಅಭಿವೃದ್ಧಿ ಇಲಾಖೆ, ಕಲ್ಯಾಣ ಕರ್ನಾಟಕ ಪ್ರದೇಶ ಅಭಿವೃದ್ಧಿ ಮಂಡಳಿ ಹಾಗೂ ಕಲಿಕೆ ಟಾಟಾ ಟ್ರಸ್ಟ್ ಇವರ ಸಂಯುಕ್ತ ಆಶ್ರಯದಲ್ಲಿ ಶಾಲಾ ಪೂರ್ವ ಶಿಕ್ಷಣ ಬಲವರ್ಧನೆ ಕಾರ್ಯಕ್ರಮದಡಿಯಲ್ಲಿ ಗಂಗಾವತಿ ಯೋಜನೆಯ ಮುಕ್ಕುಂದ ಗ್ರಾಮದ ಬೈಲಾರಾಗ ಮಂದಿರ ಸಮುದಾಯ ಭವನದಲ್ಲಿ ಗುರುವಾರ ಹಮ್ಮಿಕೊಳ್ಳಲಾದ ಅಂಗನವಾಡಿ ಮಕ್ಕಳ "ಬಾಲಮೇಳ ಕಾರ್ಯಕ್ರಮ" ಕಾರ್ಯಕ್ರಮ ಉದ್ಘಾಟಿಸಿ ಮಾತನಾಡಿದರು. ಅಂಗನವಾಡಿಯ ಮಕ್ಕಳ ಸರ್ವಾಂಗೀಣ ಅಭಿವೃದ್ಧಿಗೆ ಶಾಲಾ ಪೂರ್ವ ಶಿಕ್ಷಣ ಸಹಕಾರಿಯಾಗಿದೆ. ಮಕ್ಕಳ ಆರೋಗ್ಯ ಹಾಗೂ ಪೌಷ್ಠಿಕ ಆಹಾರ ನೀಡುವುದು ಅತ್ಯವಶ್ಯಕವಾಗಿದೆ. ಮಕ್ಕಳ ಕಲಿಕೆಗೆ ಶಾಲಾ ಪೂರ್ವ ಶಿಕ್ಷಣ [12,472,284,739]
article-body-col: ನಡೆಸಿದ್ದಾರೆಂದು ಕಿಡಿಕಾರಿದರು. ಬಿಜೆಪಿ ಎಂಎಲ್ ಸಿ ಸಿ.ಟಿ. ರವಿ ಅವರು ಮಾತನಾಡಿ, ನಾವು ಅಪರಾಧಿಗಳನ್ನು ಮಟ್ಟಹಾಕಬೇಕು. ಆಗ ಶಿಕ್ಷೆ ಸಿಗದ ಸನ್ನಿವೇಶವಿದ್ದಾಗ ಅಪರಾಧಿಗಳು ಹೆದರುವುದಿಲ್ಲ ಎಂದು ಹೇಳಿದರು. ಕರ್ನಾಟಕವು ಅಪರಾಧಿಗಳ ಸ್ವರ್ಗವಾಗಿ ಬದಲಾಗುತ್ತಿದೆ. ನಿನ್ನೆ ಕಲಬುರಗಿಯಲ್ಲಿ ವಿದ್ಯಾರ್ಥಿನಿಯ ಮೇಲೆ ಅತ್ಯಾಚಾರ ನಡೆದಿದೆ. ಅಪರಾಧಿಗಳಲ್ಲಿ ಕಾನೂನು ಭಯವೇ ಇಲ್ಲದಂತಾಗಿದೆ ಎಂದು ದೂರಿದರು. ಜನರು ಕಾನೂನನ್ನು ಕೈಗೆತ್ತಿಕೊಳ್ಳುತ್ತಿದ್ದಾರೆ. ಪೊಲೀಸರು ನಿಷ್ಕ್ರಿಯರಾಗಿದ್ದಾರೆ. ಹೀಗಾಗಿ ಪೊಲೀಸರ ಬಗ್ಗೆ ಭಯವಿಲ್ಲದಂತಾಗಿದೆ ಎಂದು ಆರೋಪಿಸಿದರು. ಪ್ರತಿಪಕ್ಷದ ಸದಸ್ಯರ ಆರೋಪಗಳಿಗೆ ಉತ್ತರ ನೀಡಿದ ಗೃಹ ಸಚಿವ ಡಾ.ಜಿ. ಪರಮೇಶ್ವರ್ ಅವರು, ರಾಜ್ಯದಲ್ಲಿ ಕಾನೂನು ಸುವ್ಯವಸ್ಥೆ ಹದಗೆಟ್ಟಿಲ್ಲ. ಅಪರಾಧ ಪ್ರಕರಣಗಳಲ್ಲಿ ಕಟ್ಟುನಿಟ್ಟಿನ ಕ್ರಮ ಕೈಗೊಳ್ಳಲಾಗುತ್ತಿದೆ. ಉದಯಗಿರಿ ಘಟನೆಯ ಬಳಿಕ ಆರೋಪಿಗಳನ್ನು ಬಂಧಿಸಲಾಗಿದೆ. ಯಾರೇ ತಪ್ಪು ಮಾಡಿದರೂ ಕ್ರಮ ಕೈಗೊಳ್ಳುತ್ತೇವೆ ಎಂದು ಸ್ಪಷ್ಟಪಡಿಸಿದರು. ಬಳಿಕ ಸಭಾತ್ಯಾಗ ನಡೆಸಿದ ಪ್ರತಿಪಕ್ಷಗಳು ಸರ್ಕಾರದ ವಿರುದ್ಧ ಘೋಷಣೆ ಕೂಗಿದವು. ಬಳಿಕ ಆಡಳಿತ ಪಕ್ಷದ ಸದಸ್ಯರು ಬಿಜೆಪಿ ಅವಧಿಯಲ್ಲಿ ನಡೆದ ಘಟನೆಗಳನ್ನು ಪಟ್ಟಿ ಮಾಡುವ ಮೂಲಕ ತಿರುಗೇಟು ನೀಡಿದರು. [200,1812,566,2040]
whatsapp-phone[interactable]: 94484 41484 [1283,737,1453,765]
